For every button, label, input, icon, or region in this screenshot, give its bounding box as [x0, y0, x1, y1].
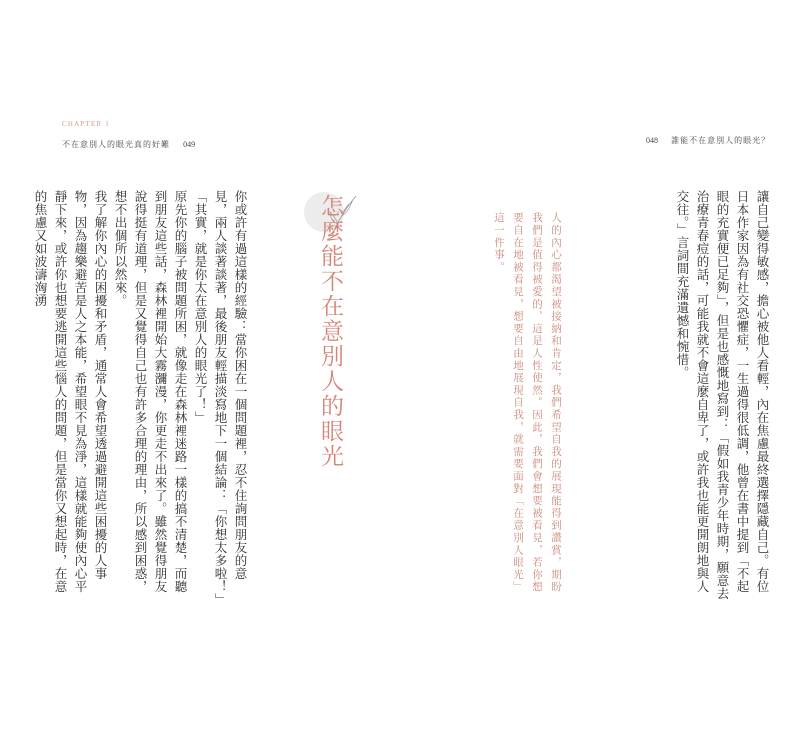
- section-title: 怎麼能不在意別人的眼光: [317, 194, 343, 469]
- right-body-text: 讓自己變得敏感，擔心被他人看輕，內在焦慮最終選擇隱藏自己。有位日本作家因為有社交恐懼症，一生過得很低調，他曾在書中提到「不起眼的充實便已足夠」，但是也感慨地寫到：「假如我青少年時期，願意去治療青春痘的話，可能我就不會這麼自卑了，或許我也能更開朗地與人交往。」言詞間充滿遺憾和惋惜。: [675, 190, 770, 600]
- running-title: 不在意別人的眼光真的好難: [62, 140, 170, 149]
- page-number: 049: [183, 140, 196, 149]
- left-body-text: 你或許有過這樣的經驗：當你困在一個問題裡，忍不住詢問朋友的意見，兩人談著談著，最後朋友輕描淡寫地下一個結論：「你想太多啦！」「其實，就是你太在意別人的眼光了！」 原先你的腦子被問題所困，就像走在森林裡迷路一樣的搞不清楚，而聽到朋友這些話，森林裡開始大霧瀰漫，你更走不出來了。雖然覺得朋友說得挺有道理，但是又覺得自己也有許多合理的理由，所以感到困惑，想不出個所以然來。 我了解你內心的困擾和矛盾，通常人會希望透過避開這些困擾的人事物，因為趨樂避苦是人之本能，希望眼不見為淨，這樣就能夠使內心平靜下來，或許你也想要逃開這些惱人的問題，但是當你又想起時，在意的焦慮又如波濤洶湧: [33, 190, 248, 600]
- page-number: 048: [646, 136, 658, 145]
- right-page: [400, 0, 800, 744]
- running-title: 誰能不在意別人的眼光？: [671, 136, 771, 145]
- chapter-tag: CHAPTER 1: [62, 120, 110, 128]
- running-header-left: [62, 120, 195, 151]
- running-header-right: [646, 128, 770, 147]
- pull-quote: 人的內心都渴望被接納和肯定，我們希望自我的展現能得到讚賞，期盼我們是值得被愛的，這是人性使然。因此，我們會想要被看見，若你想要自在地被看見，想要自由地展現自我，就需要面對「在意別人眼光」這一件事。: [493, 212, 562, 594]
